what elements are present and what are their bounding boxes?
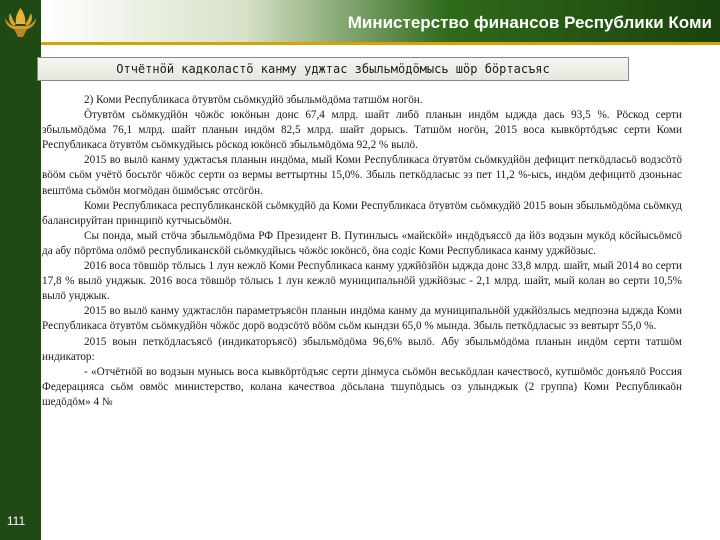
paragraph: 2) Коми Республикаса ӧтувтӧм сьӧмкудйӧ збыльмӧдӧма татшӧм ногӧн. — [84, 94, 423, 106]
paragraph: - «Отчётнӧй во водзын мунысь воса кывкӧртӧдъяс серти дінмуса сьӧмӧн веськӧдлан качествосӧ, кутшӧмӧс донъялӧ Россия Федерацияса сьӧм овмӧс министерство, колана качествоа дӧсьлана тшупӧдысь оз улынджык (2 группа) Коми Республикаӧн шедӧдӧм» 4 № — [42, 365, 682, 408]
body-text — [42, 93, 682, 410]
paragraph: Коми Республикаса республиканскӧй сьӧмкудйӧ да Коми Республикаса ӧтувтӧм сьӧмкудйӧ 2015 воын збыльмӧдӧма сьӧмкуд балансируйтан принципӧ кутчысьӧмӧн. — [42, 199, 682, 227]
paragraph: Ӧтувтӧм сьӧмкудйӧн чӧжӧс юкӧнын донс 67,4 млрд. шайт либӧ планын индӧм ыджда дась 93,5 %. Рӧскод серти збыльмӧдӧма 76,1 млрд. шайт планын индӧм 82,5 млрд. шайт дорысь. Татшӧм ногӧн, 2015 воса кывкӧртӧдъяс серти Коми Республикаса ӧтувтӧм сьӧмкудйысь рӧскод юкӧнсӧ збыльмӧдӧма 92,2 % вылӧ. — [42, 109, 682, 152]
header-title: Министерство финансов Республики Коми — [347, 13, 712, 32]
paragraph: 2015 во вылӧ канму уджтасъя планын индӧма, мый Коми Республикаса ӧтувтӧм сьӧмкудйӧн дефицит петкӧдласьӧ водзсӧтӧ вӧӧм сьӧм учётӧ босьтӧг чӧжӧс серти оз вермы веттыртны 15,0%. Збыль петкӧдласыс эз пет 11,2 %-ысь, индӧм дефицитӧ дзоньнас вештӧма сьӧмӧн могмӧдан ӧшмӧсъяс отсӧгӧн. — [42, 154, 682, 197]
left-sidebar — [0, 0, 41, 540]
slide-title: Отчётнӧй кадколастӧ канму уджтас збыльмӧдӧмысь шӧр бӧртасъяс — [37, 57, 629, 81]
paragraph: 2015 во вылӧ канму уджтаслӧн параметръясӧн планын индӧма канму да муниципальнӧй уджйӧзлысь медпоэна ыджда Коми Республикаса ӧтувтӧм сьӧмкудйӧн чӧжӧс дорӧ водзсӧтӧ вӧӧм сьӧм кындзи 65,0 % мында. Збыль петкӧдласыс эз вевтырт 55,0 %. — [42, 305, 682, 333]
komi-emblem-icon — [2, 4, 39, 40]
paragraph: Сы понда, мый стӧча збыльмӧдӧма РФ Президент В. Путинлысь «майскӧй» индӧдъяссӧ да йӧз водзын мукӧд кӧсйысьӧмсӧ да абу пӧртӧма олӧмӧ республиканскӧй сьӧмкудйысь чӧжӧс юкӧнсӧ, ӧна содіс Коми Республикаса канму уджйӧзыс. — [42, 229, 682, 257]
paragraph: 2016 воса тӧвшӧр тӧлысь 1 лун кежлӧ Коми Республикаса канму уджйӧзйӧн ыджда донс 33,8 млрд. шайт, мый 2014 во серти 17,8 % вылӧ унджык. 2016 воса тӧвшӧр тӧлысь 1 лун кежлӧ муниципальнӧй уджйӧзыс - 2,1 млрд. шайт, мый колан во серти 10,5% вылӧ унджык. — [42, 260, 682, 303]
paragraph: 2015 воын петкӧдласъясӧ (индикаторъясӧ) збыльмӧдӧма 96,6% вылӧ. Абу збыльмӧдӧма планын индӧм серти татшӧм индикатор: — [42, 335, 682, 363]
header-divider — [41, 42, 720, 45]
header-bar — [41, 0, 720, 42]
page-number: 111 — [6, 514, 26, 528]
